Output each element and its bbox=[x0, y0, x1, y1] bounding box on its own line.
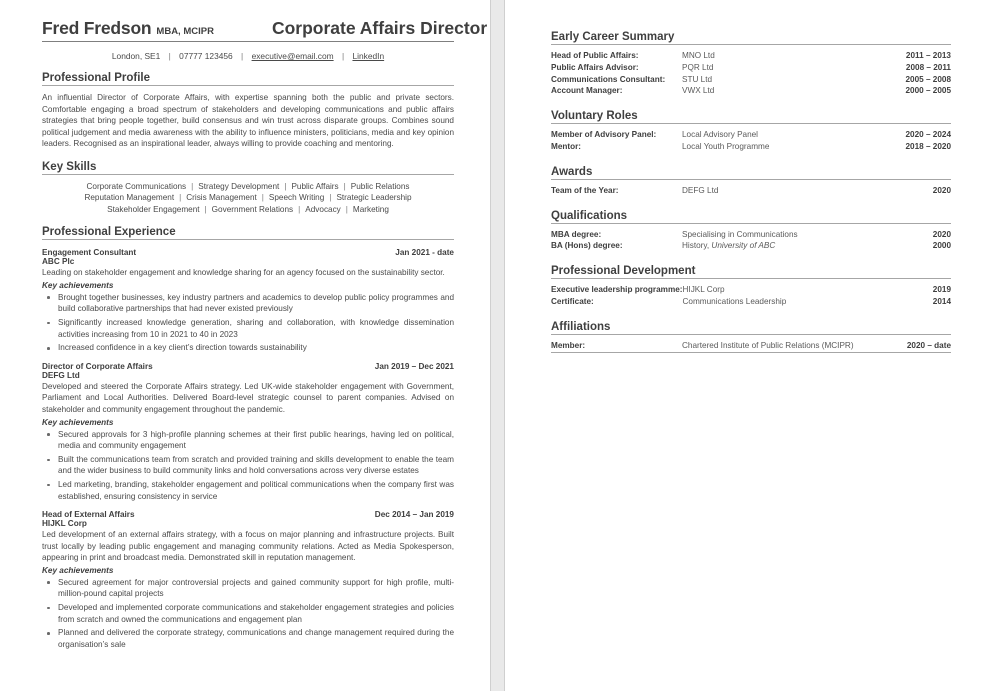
achievement-item: Secured approvals for 3 high-profile planning schemes at their first public hearings, having led on political, media and community engagement bbox=[42, 429, 454, 452]
entry-row bbox=[551, 185, 951, 197]
voluntary-roles-table bbox=[551, 129, 951, 153]
post-nominals: MBA, MCIPR bbox=[156, 26, 214, 37]
qualifications-table bbox=[551, 229, 951, 253]
entry-row bbox=[551, 50, 951, 62]
key-skills-row bbox=[42, 204, 454, 215]
entry-value: DEFG Ltd bbox=[682, 185, 719, 195]
affiliations-table bbox=[551, 340, 951, 353]
achievement-item: Built the communications team from scratch and provided training and skills development to enable the team and the wider business to build community links and hold conversations across very diverse estates bbox=[42, 454, 454, 477]
experience-job-title: Engagement Consultant bbox=[42, 248, 137, 258]
key-achievements-list bbox=[42, 292, 454, 354]
achievement-item: Significantly increased knowledge generation, sharing and collaboration, with knowledge dissemination activities increasing from 10 in 2021 to 40 in 2023 bbox=[42, 317, 454, 340]
section-heading-awards: Awards bbox=[551, 166, 951, 180]
entry-years: 2008 – 2011 bbox=[905, 62, 951, 72]
entry-label: Member of Advisory Panel: bbox=[551, 130, 657, 140]
section-heading-voluntary-roles: Voluntary Roles bbox=[551, 110, 951, 124]
key-skill: Public Relations bbox=[350, 181, 410, 191]
awards-table bbox=[551, 185, 951, 197]
entry-years: 2020 – 2024 bbox=[905, 130, 951, 140]
candidate-job-title: Corporate Affairs Director bbox=[271, 18, 488, 38]
contact-location: London, SE1 bbox=[111, 51, 161, 61]
experience-entry bbox=[42, 510, 454, 650]
entry-label: Certificate: bbox=[551, 296, 594, 306]
entry-value-italic: University of ABC bbox=[711, 241, 776, 251]
key-skill: Stakeholder Engagement bbox=[107, 204, 200, 214]
experience-entry-header bbox=[42, 362, 454, 371]
entry-row bbox=[551, 74, 951, 86]
entry-row bbox=[551, 296, 951, 308]
entry-years: 2020 bbox=[932, 229, 951, 239]
experience-job-title: Head of External Affairs bbox=[42, 510, 135, 520]
key-skill-separator: | bbox=[345, 204, 348, 214]
entry-label: Account Manager: bbox=[551, 86, 623, 96]
entry-row bbox=[551, 85, 951, 97]
key-skill: Speech Writing bbox=[268, 193, 325, 203]
entry-value: MNO Ltd bbox=[682, 51, 715, 60]
experience-list bbox=[42, 248, 454, 650]
key-skills-list bbox=[42, 181, 454, 215]
contact-separator: | bbox=[241, 51, 244, 61]
entry-label: Communications Consultant: bbox=[551, 74, 666, 84]
entry-row bbox=[551, 284, 951, 296]
entry-value: PQR Ltd bbox=[682, 62, 714, 72]
key-skill-separator: | bbox=[191, 181, 194, 191]
experience-company: ABC Plc bbox=[42, 257, 75, 267]
page-one bbox=[0, 0, 490, 691]
entry-label: Public Affairs Advisor: bbox=[551, 62, 639, 72]
key-skill: Strategic Leadership bbox=[336, 193, 412, 203]
entry-row bbox=[551, 62, 951, 74]
contact-linkedin-link[interactable]: LinkedIn bbox=[352, 51, 385, 61]
section-heading-professional-profile: Professional Profile bbox=[42, 72, 454, 86]
entry-years: 2000 bbox=[932, 241, 951, 251]
entry-label: Member: bbox=[551, 340, 586, 350]
entry-value: Communications Leadership bbox=[682, 296, 787, 306]
entry-label: Executive leadership programme: bbox=[551, 285, 683, 295]
key-skills-row bbox=[42, 181, 454, 192]
key-achievements-label: Key achievements bbox=[42, 565, 114, 575]
experience-entry bbox=[42, 362, 454, 502]
contact-phone: 07777 123456 bbox=[179, 51, 233, 61]
entry-row bbox=[551, 129, 951, 141]
entry-value: STU Ltd bbox=[682, 74, 713, 84]
key-skill-separator: | bbox=[343, 181, 346, 191]
entry-label: BA (Hons) degree: bbox=[551, 241, 623, 251]
cv-header bbox=[42, 18, 488, 42]
entry-value: Specialising in Communications bbox=[682, 229, 798, 239]
section-heading-key-skills: Key Skills bbox=[42, 161, 454, 175]
key-achievements-label: Key achievements bbox=[42, 280, 114, 290]
entry-value: Local Youth Programme bbox=[682, 141, 770, 151]
key-skill: Marketing bbox=[352, 204, 389, 214]
entry-years: 2019 bbox=[932, 285, 951, 295]
experience-summary: Developed and steered the Corporate Affairs strategy. Led UK-wide stakeholder engagement with Government, Parliament and Local Authorities. Delivered Board-level strategic counsel to parent companies. Advised on stakeholder and community engagement throughout the pandemic. bbox=[42, 381, 454, 414]
professional-profile-text: An influential Director of Corporate Affairs, with expertise spanning both the public and private sectors. Comfortable engaging a broad spectrum of stakeholders and developing communications and public affairs strategies that bring people together, build consensus and win trust across disparate groups. Combines sound political judgement and media awareness with the ability to influence ministers, politicians, media and key opinion leaders. Recognised as an inspirational leader, always willing to provide coaching and mentoring. bbox=[42, 93, 454, 149]
entry-years: 2020 – date bbox=[906, 340, 951, 350]
experience-summary: Leading on stakeholder engagement and knowledge sharing for an agency focused on the sustainability sector. bbox=[42, 268, 445, 278]
entry-row bbox=[551, 340, 951, 352]
key-skill-separator: | bbox=[284, 181, 287, 191]
entry-years: 2005 – 2008 bbox=[905, 74, 951, 84]
key-skill-separator: | bbox=[179, 193, 182, 203]
key-skill: Public Affairs bbox=[291, 181, 339, 191]
section-heading-early-career-summary: Early Career Summary bbox=[551, 31, 951, 45]
key-skill: Corporate Communications bbox=[86, 181, 187, 191]
achievement-item: Brought together businesses, key industry partners and academics to develop public policy programmes and build collaborative partnerships that had never existed previously bbox=[42, 292, 454, 315]
section-heading-qualifications: Qualifications bbox=[551, 210, 951, 224]
entry-years: 2020 bbox=[932, 185, 951, 195]
experience-summary: Led development of an external affairs strategy, with a focus on major planning and infrastructure projects. Built trust locally by leading public engagement and managing community relations. Acted as Media Spokesperson, appearing in print and broadcast media. Demonstrated skill in reputation management. bbox=[42, 530, 454, 563]
entry-label: MBA degree: bbox=[551, 229, 602, 239]
key-skill: Strategy Development bbox=[198, 181, 280, 191]
entry-row bbox=[551, 240, 951, 252]
entry-value: Local Advisory Panel bbox=[682, 130, 759, 140]
entry-row bbox=[551, 229, 951, 241]
key-skill: Government Relations bbox=[211, 204, 294, 214]
contact-separator: | bbox=[341, 51, 345, 61]
page-two bbox=[505, 0, 993, 691]
key-achievements-label: Key achievements bbox=[42, 417, 114, 427]
entry-value: History, University of ABC bbox=[682, 241, 776, 251]
experience-entry-header bbox=[42, 510, 454, 519]
entry-row bbox=[551, 141, 951, 153]
entry-label: Head of Public Affairs: bbox=[551, 51, 639, 60]
section-heading-affiliations: Affiliations bbox=[551, 321, 951, 335]
achievement-item: Planned and delivered the corporate strategy, communications and change management required during the organisation’s sale bbox=[42, 627, 454, 650]
experience-job-title: Director of Corporate Affairs bbox=[42, 361, 153, 371]
key-skills-row bbox=[42, 192, 454, 203]
contact-separator: | bbox=[168, 51, 171, 61]
achievement-item: Developed and implemented corporate communications and stakeholder engagement strategies and policies from scratch and owned the communications and engagement plan bbox=[42, 602, 454, 625]
achievement-item: Led marketing, branding, stakeholder engagement and political communications when the company first was established, ensuring consistency in service bbox=[42, 479, 454, 502]
achievement-item: Increased confidence in a key client’s direction towards sustainability bbox=[42, 342, 454, 353]
key-achievements-list bbox=[42, 429, 454, 502]
entry-value: VWX Ltd bbox=[682, 86, 715, 96]
page-gutter-divider bbox=[490, 0, 505, 691]
key-skill-separator: | bbox=[261, 193, 264, 203]
experience-dates: Dec 2014 – Jan 2019 bbox=[374, 510, 454, 520]
section-heading-professional-experience: Professional Experience bbox=[42, 226, 454, 240]
experience-company: HIJKL Corp bbox=[42, 519, 87, 529]
section-heading-professional-development: Professional Development bbox=[551, 265, 951, 279]
experience-entry-header bbox=[42, 248, 454, 257]
key-achievements-list bbox=[42, 577, 454, 650]
entry-years: 2011 – 2013 bbox=[905, 51, 951, 60]
entry-years: 2014 bbox=[932, 296, 951, 306]
key-skill-separator: | bbox=[298, 204, 301, 214]
achievement-item: Secured agreement for major controversial projects and gained community support for high profile, multi-million-pound capital projects bbox=[42, 577, 454, 600]
entry-years: 2018 – 2020 bbox=[905, 141, 951, 151]
experience-dates: Jan 2019 – Dec 2021 bbox=[374, 361, 454, 371]
entry-value: HIJKL Corp bbox=[682, 285, 725, 295]
experience-company: DEFG Ltd bbox=[42, 370, 80, 380]
key-skill-separator: | bbox=[329, 193, 332, 203]
key-skill-separator: | bbox=[204, 204, 207, 214]
candidate-name: Fred Fredson bbox=[42, 18, 152, 38]
key-skill: Reputation Management bbox=[84, 193, 175, 203]
key-skill: Crisis Management bbox=[186, 193, 257, 203]
entry-label: Team of the Year: bbox=[551, 185, 619, 195]
early-career-table bbox=[551, 50, 951, 97]
experience-entry bbox=[42, 248, 454, 354]
key-skill: Advocacy bbox=[305, 204, 341, 214]
entry-years: 2000 – 2005 bbox=[905, 86, 951, 96]
contact-email-link[interactable]: executive@email.com bbox=[251, 51, 334, 61]
professional-development-table bbox=[551, 284, 951, 308]
entry-label: Mentor: bbox=[551, 141, 582, 151]
experience-dates: Jan 2021 - date bbox=[395, 248, 454, 258]
entry-value: Chartered Institute of Public Relations (MCIPR) bbox=[682, 340, 854, 350]
contact-line bbox=[42, 51, 454, 61]
